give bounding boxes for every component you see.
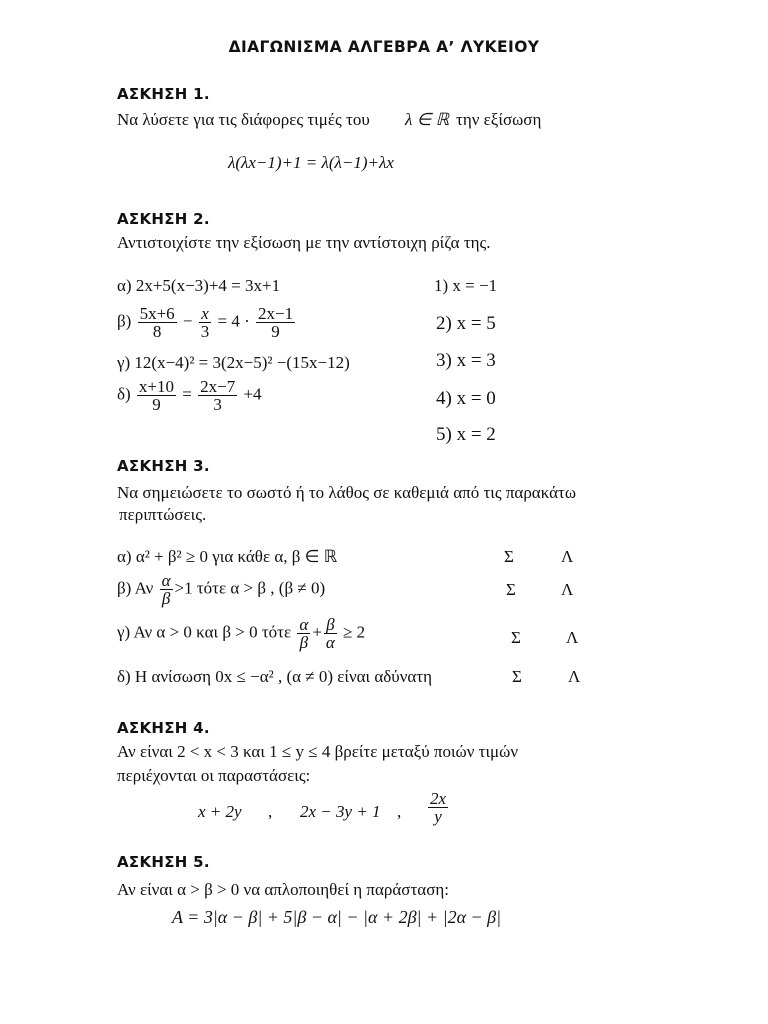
statement-c-num-1: α [299,615,309,634]
exercise-3-heading: ΑΣΚΗΣΗ 3. [117,457,210,475]
statement-c-den-2: α [325,633,335,652]
eq-b-num-3: 2x−1 [258,304,294,323]
statement-c-plus: + [312,622,322,642]
exercise-3-instruction-2: περιπτώσεις. [119,505,207,524]
expression-3-num: 2x [430,789,447,808]
equation-b [117,305,297,340]
statement-a-false[interactable]: Λ [561,547,574,566]
statement-b-true[interactable]: Σ [506,580,516,599]
separator-1: , [268,802,273,821]
root-5: 5) x = 2 [436,424,496,445]
separator-2: , [397,802,402,821]
eq-d-num-2: 2x−7 [200,377,236,396]
root-1: 1) x = −1 [434,276,498,295]
statement-b-false[interactable]: Λ [561,580,574,599]
exercise-3-instruction-1: Να σημειώσετε το σωστό ή το λάθος σε καθεμιά από τις παρακάτω [117,483,577,502]
statement-c-true[interactable]: Σ [511,628,521,647]
equation-b-label: β) [117,311,132,331]
eq-d-num-1: x+10 [138,377,175,396]
statement-a-true[interactable]: Σ [504,547,514,566]
exercise-5-line-1: Αν είναι α > β > 0 να απλοποιηθεί η παράσταση: [117,880,449,899]
equation-a: α) 2x+5(x−3)+4 = 3x+1 [117,276,281,295]
eq-d-den-1: 9 [152,395,161,414]
eq-d-equals: = [182,384,192,404]
equation-d-label: δ) [117,384,131,404]
equation-d [117,378,262,413]
eq-b-equals: = 4 · [217,311,250,331]
statement-b [117,572,325,607]
statement-d-false[interactable]: Λ [568,667,581,686]
statement-c-post: ≥ 2 [343,622,366,642]
exercise-2-heading: ΑΣΚΗΣΗ 2. [117,210,210,228]
eq-b-num-1: 5x+6 [139,304,175,323]
exercise-4-line-2: περιέχονται οι παραστάσεις: [117,766,311,785]
equation-c: γ) 12(x−4)² = 3(2x−5)² −(15x−12) [117,353,350,372]
page-title: ΔΙΑΓΩΝΙΣΜΑ ΑΛΓΕΒΡΑ Α’ ΛΥΚΕΙΟΥ [228,38,540,56]
exercise-5-heading: ΑΣΚΗΣΗ 5. [117,853,210,871]
eq-d-tail: +4 [243,384,262,404]
statement-c-pre: γ) Αν α > 0 και β > 0 τότε [117,622,292,642]
statement-b-num: α [161,571,171,590]
exercise-1-text-b: την εξίσωση [456,110,542,129]
eq-d-den-2: 3 [213,395,222,414]
statement-c-false[interactable]: Λ [566,628,579,647]
expression-1: x + 2y [198,802,242,821]
eq-b-den-3: 9 [271,322,280,341]
exercise-2-instruction: Αντιστοιχίστε την εξίσωση με την αντίστοιχη ρίζα της. [117,233,491,252]
exercise-1-text-a: Να λύσετε για τις διάφορες τιμές του [117,110,370,129]
statement-c-num-2: β [324,616,337,634]
root-4: 4) x = 0 [436,388,496,409]
exercise-4-heading: ΑΣΚΗΣΗ 4. [117,719,210,737]
eq-b-den-1: 8 [152,322,162,341]
exercise-1-equation: λ(λx−1)+1 = λ(λ−1)+λx [228,153,394,172]
statement-b-pre: β) Αν [117,578,154,598]
statement-d: δ) Η ανίσωση 0x ≤ −α² , (α ≠ 0) είναι αδύνατη [117,667,433,686]
exercise-1-lambda-set: λ ∈ ℝ [405,110,450,129]
statement-d-true[interactable]: Σ [512,667,522,686]
exercise-5-expression: Α = 3|α − β| + 5|β − α| − |α + 2β| + |2α − β| [172,907,502,927]
root-3: 3) x = 3 [436,350,496,371]
statement-b-post: >1 τότε α > β , (β ≠ 0) [174,578,326,598]
expression-3-den: y [434,807,442,826]
expression-3 [426,790,450,825]
eq-b-minus: − [182,311,193,331]
statement-c [117,616,365,651]
statement-b-den: β [161,589,171,608]
exercise-1-heading: ΑΣΚΗΣΗ 1. [117,85,210,103]
statement-a: α) α² + β² ≥ 0 για κάθε α, β ∈ ℝ [117,547,338,566]
expression-2: 2x − 3y + 1 [300,802,381,821]
exercise-4-line-1: Αν είναι 2 < x < 3 και 1 ≤ y ≤ 4 βρείτε μεταξύ ποιών τιμών [117,742,519,761]
root-2: 2) x = 5 [436,313,496,334]
eq-b-num-2: x [199,305,212,323]
statement-c-den-1: β [299,633,309,652]
eq-b-den-2: 3 [200,322,210,341]
